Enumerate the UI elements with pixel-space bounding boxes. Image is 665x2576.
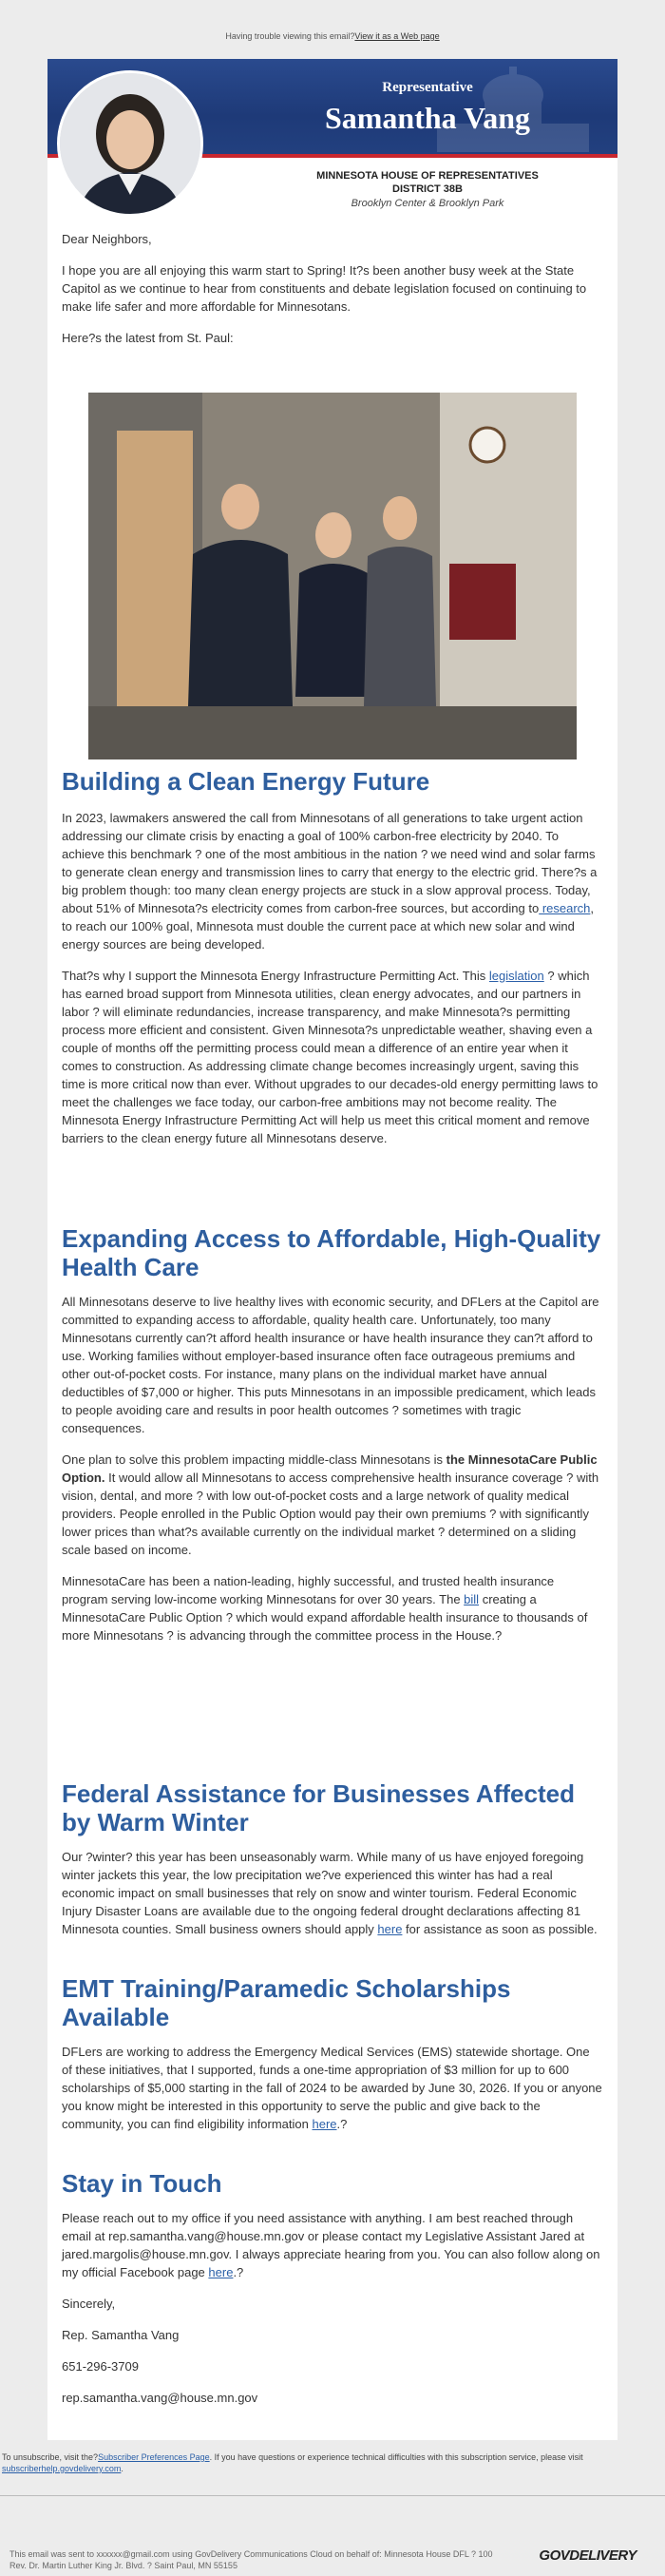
web-version-link[interactable]: View it as a Web page	[354, 31, 440, 41]
section-paragraph: MinnesotaCare has been a nation-leading, highly successful, and trusted health insurance program serving low-income working Minnesotans for over 30 years. The bill creating a MinnesotaCare Public Option ? which would expand affordable health insurance to thousands of more Minnesotans ? is advancing through the committee process in the House.?	[62, 1574, 588, 1643]
district-cities: Brooklyn Center & Brooklyn Park	[351, 198, 504, 209]
section-paragraph: One plan to solve this problem impacting middle-class Minnesotans is the MinnesotaCare Public Option. It would allow all Minnesotans to access comprehensive health insurance coverage ? with vision, dental, and more ? with low out-of-pocket costs and a large network of quality medical providers. People enrolled in the Public Option would pay their own premiums ? with significantly lower prices than what?s available currently on the individual market ? determined on a sliding scale based on income.	[62, 1452, 599, 1557]
legislation-link[interactable]: legislation	[488, 969, 544, 983]
section-paragraph: In 2023, lawmakers answered the call from Minnesotans of all generations to take urgent action addressing our climate crisis by enacting a goal of 100% carbon-free electricity by 2040. To achieve this benchmark ? one of the most ambitious in the nation ? we need wind and solar farms to generate clean energy and transmission lines to carry that energy to the electric grid. There?s a big problem though: too many clean energy projects are stuck in a slow approval process. Today, about 51% of Minnesota?s electricity comes from carbon-free sources, but according to research, to reach our 100% goal, Minnesota must double the current pace at which new solar and wind energy sources are being developed.	[62, 811, 598, 952]
intro-paragraph: I hope you are all enjoying this warm start to Spring! It?s been another busy week at the State Capitol as we continue to hear from constituents and debate legislation focused on continuing to make life safer and more affordable for Minnesotans.	[62, 263, 587, 314]
subscriber-help-link[interactable]: subscriberhelp.govdelivery.com	[2, 2464, 122, 2473]
district-label: DISTRICT 38B	[392, 183, 463, 195]
govdelivery-logo[interactable]: GOVDELIVERY	[539, 2547, 636, 2564]
section-clean-energy	[62, 767, 603, 1161]
intro-lead: Here?s the latest from St. Paul:	[62, 331, 234, 345]
top-notice	[0, 0, 665, 59]
section-emt	[62, 1974, 603, 2146]
bill-link[interactable]: bill	[464, 1592, 480, 1606]
loan-link[interactable]: here	[377, 1922, 403, 1936]
house-line	[238, 169, 618, 196]
facebook-link[interactable]: here	[208, 2265, 234, 2279]
email-address: rep.samantha.vang@house.mn.gov	[62, 2391, 258, 2405]
section-title: Building a Clean Energy Future	[62, 767, 430, 796]
section-title: Expanding Access to Affordable, High-Quality Health Care	[62, 1224, 601, 1281]
section-paragraph: Please reach out to my office if you need assistance with anything. I am best reached through email at rep.samantha.vang@house.mn.gov or please contact my Legislative Assistant Jared at jared.margolis@house.mn.gov. I always appreciate hearing from you. You can also follow along on my official Facebook page here.?	[62, 2211, 600, 2279]
house-name: MINNESOTA HOUSE OF REPRESENTATIVES	[316, 170, 539, 182]
email-card	[48, 59, 618, 2440]
section-warm-winter	[62, 1779, 603, 1951]
sent-to-text: This email was sent to xxxxxx@gmail.com using GovDelivery Communications Cloud on behalf of: Minnesota House DFL ? 100 Rev. Dr. Martin Luther King Jr. Blvd. ? Saint Paul, MN 55155	[10, 2549, 493, 2570]
greeting: Dear Neighbors,	[62, 232, 152, 246]
section-title: EMT Training/Paramedic Scholarships Available	[62, 1974, 511, 2031]
capitol-photo	[88, 393, 577, 759]
section-title: Federal Assistance for Businesses Affected by Warm Winter	[62, 1779, 575, 1836]
subscriber-preferences-link[interactable]: Subscriber Preferences Page	[98, 2452, 210, 2462]
unsubscribe-text: To unsubscribe, visit the?Subscriber Preferences Page. If you have questions or experience technical difficulties with this subscription service, please visit subscriberhelp.govdelivery.com.	[2, 2452, 583, 2473]
top-notice-text: Having trouble viewing this email?	[225, 31, 355, 41]
rep-name: Samantha Vang	[324, 101, 531, 135]
section-paragraph: Our ?winter? this year has been unseasonably warm. While many of us have enjoyed foregoing winter jackets this year, the low precipitation we?ve experienced this winter has had a real economic impact on small businesses that rely on snow and winter tourism. Federal Economic Injury Disaster Loans are available due to the ongoing federal drought declarations affecting 81 Minnesota counties. Small business owners should apply here for assistance as soon as possible.	[62, 1850, 598, 1936]
section-title: Stay in Touch	[62, 2169, 222, 2198]
sign-off: Sincerely,	[62, 2297, 116, 2311]
phone-number: 651-296-3709	[62, 2359, 139, 2374]
avatar	[57, 70, 203, 217]
email-body	[62, 230, 603, 360]
signature-name: Rep. Samantha Vang	[62, 2328, 180, 2342]
footer-divider	[0, 2495, 665, 2496]
section-paragraph: All Minnesotans deserve to live healthy lives with economic security, and DFLers at the Capitol are committed to expanding access to affordable, quality health care. Unfortunately, too many Minnesotans currently can?t afford health insurance or have health insurance they can?t afford to use. Working families without employer-based insurance often face outrageous premiums and other out-of-pocket costs. For instance, many plans on the individual market have annual deductibles of $7,000 or higher. This puts Minnesotans in an impossible predicament, which leads to people avoiding care and results in poor health outcomes ? sometimes with tragic consequences.	[62, 1295, 599, 1435]
eligibility-link[interactable]: here	[312, 2117, 337, 2131]
section-paragraph: That?s why I support the Minnesota Energy Infrastructure Permitting Act. This legislation ? which has earned broad support from Minnesota utilities, clean energy advocates, and our partners in labor ? will eliminate redundancies, increase transparency, and make Minnesota?s permitting process more efficient and consistent. Given Minnesota?s unpredictable weather, shaving even a couple of months off the permitting process could mean a difference of an entire year when it comes to construction. As addressing climate change becomes increasingly urgent, saving this time is more critical now than ever. Without upgrades to our decades-old energy permitting laws to meet the challenges we face today, our carbon-free ambitions may not become reality. The Minnesota Energy Infrastructure Permitting Act will help us meet this critical moment and remove barriers to the clean energy future all Minnesotans deserve.	[62, 969, 598, 1145]
rep-title: Representative	[382, 80, 473, 95]
section-health-care	[62, 1224, 603, 1658]
research-link[interactable]: research	[539, 901, 591, 915]
section-stay-in-touch	[62, 2169, 603, 2420]
section-paragraph: DFLers are working to address the Emergency Medical Services (EMS) statewide shortage. One of these initiatives, that I supported, funds a one-time appropriation of $3 million for up to 600 scholarships of $5,000 starting in the fall of 2024 to be awarded by June 30, 2026. If you or anyone you know might be interested in this opportunity to serve the public and give back to the community, you can find eligibility information here.?	[62, 2045, 602, 2131]
